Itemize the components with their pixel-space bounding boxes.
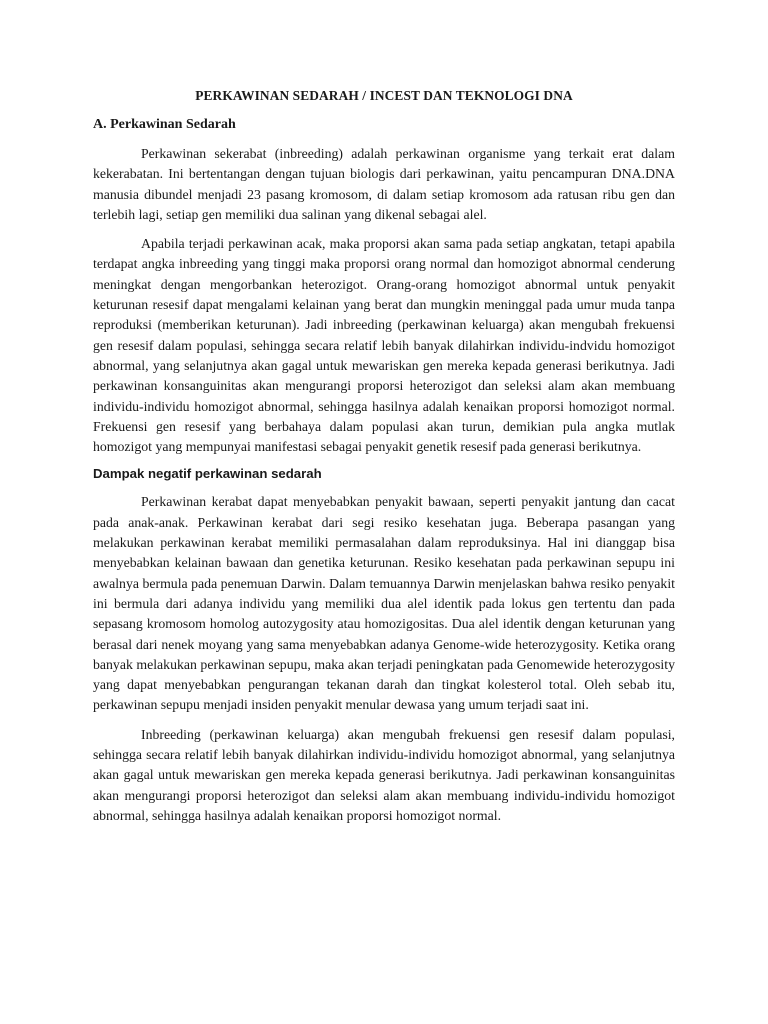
document-page — [93, 88, 675, 835]
section-a-paragraph-2: Apabila terjadi perkawinan acak, maka proporsi akan sama pada setiap angkatan, tetapi apabila terdapat angka inbreeding yang tinggi maka proporsi orang normal dan homozigot abnormal cenderung meningkat dengan mengorbankan heterozigot. Orang-orang homozigot abnormal untuk penyakit keturunan resesif dapat mengalami kelainan yang berat dan mungkin meninggal pada umur muda tanpa reproduksi (memberikan keturunan). Jadi inbreeding (perkawinan keluarga) akan mengubah frekuensi gen resesif dalam populasi, sehingga secara relatif lebih banyak dilahirkan individu-indvidu homozigot abnormal, yang selanjutnya akan gagal untuk mewariskan gen mereka kepada generasi berikutnya. Jadi perkawinan konsanguinitas akan mengurangi proporsi heterozigot dan seleksi alam akan membuang individu-individu homozigot abnormal, sehingga hasilnya adalah kenaikan proporsi homozigot normal. Frekuensi gen resesif yang berbahaya dalam populasi akan turun, demikian pula angka mutlak homozigot yang mempunyai manifestasi sebagai penyakit genetik resesif pada generasi berikutnya. — [93, 236, 675, 455]
section-a-paragraph-1: Perkawinan sekerabat (inbreeding) adalah perkawinan organisme yang terkait erat dalam kekerabatan. Ini bertentangan dengan tujuan biologis dari perkawinan, yaitu pencampuran DNA.DNA manusia dibundel menjadi 23 pasang kromosom, di dalam setiap kromosom ada ratusan ribu gen dan terlebih lagi, setiap gen memiliki dua salinan yang dikenal sebagai alel. — [93, 146, 675, 222]
document-title: PERKAWINAN SEDARAH / INCEST DAN TEKNOLOGI DNA — [195, 88, 573, 103]
dampak-heading: Dampak negatif perkawinan sedarah — [93, 466, 322, 482]
dampak-paragraph-1: Perkawinan kerabat dapat menyebabkan penyakit bawaan, seperti penyakit jantung dan cacat pada anak-anak. Perkawinan kerabat dari segi resiko kesehatan juga. Beberapa pasangan yang melakukan perkawinan kerabat memiliki permasalahan dalam reproduksinya. Hal ini dianggap bisa menyebabkan kelainan bawaan dan genetika keturunan. Resiko kesehatan pada perkawinan sepupu ini awalnya bermula pada penemuan Darwin. Dalam temuannya Darwin menjelaskan bahwa resiko penyakit ini bermula dari adanya individu yang memiliki dua alel identik pada lokus gen tertentu dan pada sepasang kromosom homolog autozygosity atau homozigositas. Dua alel identik dengan keturunan yang berasal dari nenek moyang yang sama menyebabkan adanya Genome-wide heterozygosity. Ketika orang banyak melakukan perkawinan sepupu, maka akan terjadi peningkatan pada Genomewide heterozygosity yang dapat menyebabkan pengurangan tekanan darah dan tingkat kolesterol total. Oleh sebab itu, perkawinan sepupu menjadi insiden penyakit menular dewasa yang umum terjadi saat ini. — [93, 494, 675, 713]
dampak-paragraph-2: Inbreeding (perkawinan keluarga) akan mengubah frekuensi gen resesif dalam populasi, sehingga secara relatif lebih banyak dilahirkan individu-individu homozigot abnormal, yang selanjutnya akan gagal untuk mewariskan gen mereka kepada generasi berikutnya. Jadi perkawinan konsanguinitas akan mengurangi proporsi heterozigot dan seleksi alam akan membuang individu-individu homozigot abnormal, sehingga hasilnya adalah kenaikan proporsi homozigot normal. — [93, 726, 675, 823]
section-a-heading: A. Perkawinan Sedarah — [93, 117, 236, 132]
